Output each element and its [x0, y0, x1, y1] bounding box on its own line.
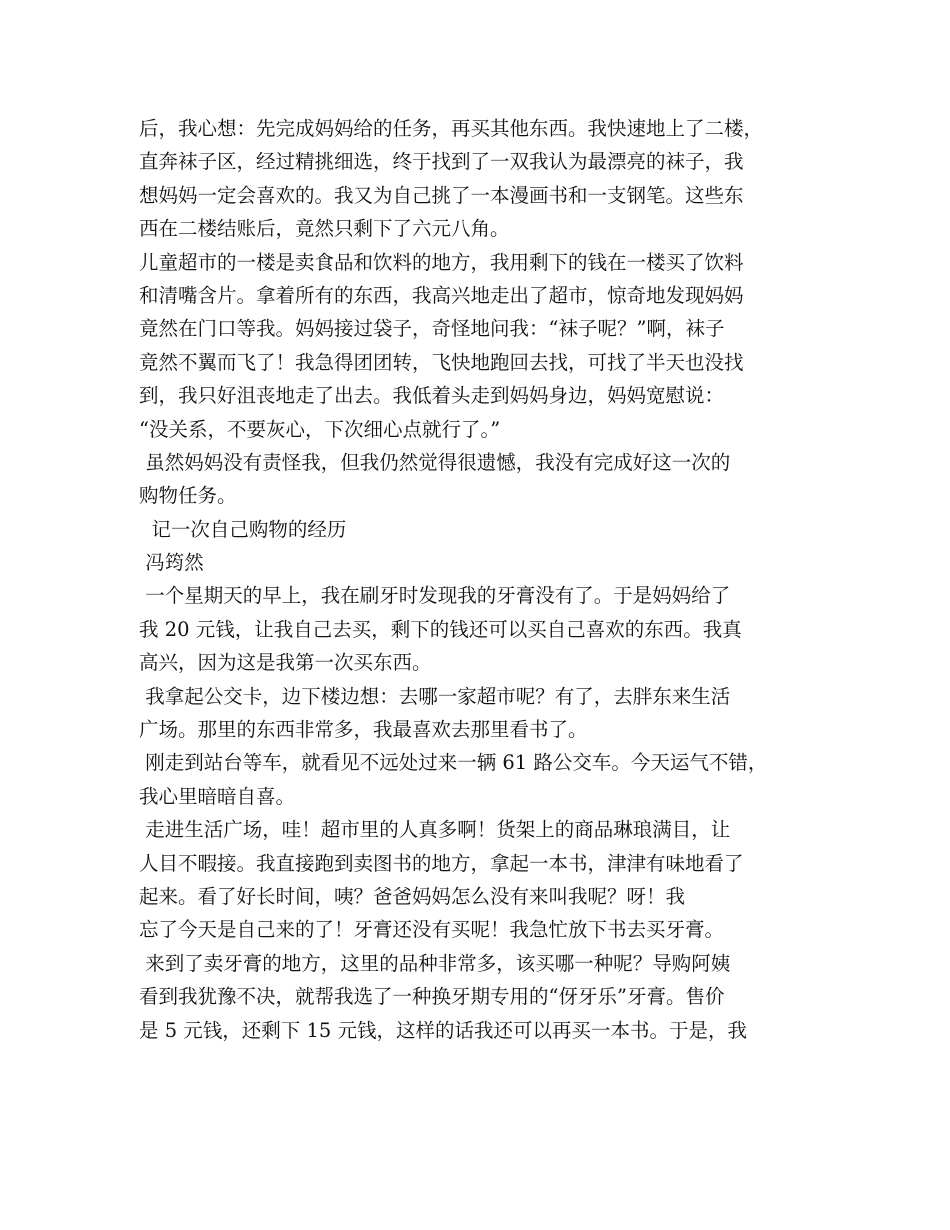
- text-line: 一个星期天的早上，我在刷牙时发现我的牙膏没有了。于是妈妈给了: [139, 584, 731, 608]
- text-line: 我心里暗暗自喜。: [139, 784, 296, 808]
- document-body: [139, 112, 829, 1047]
- text-line: 直奔袜子区，经过精挑细选，终于找到了一双我认为最漂亮的袜子，我: [139, 150, 744, 174]
- text-line: 人目不暇接。我直接跑到卖图书的地方，拿起一本书，津津有味地看了: [139, 851, 744, 875]
- text-line: 刚走到站台等车，就看见不远处过来一辆 61 路公交车。今天运气不错，: [139, 751, 768, 775]
- text-line: 竟然不翼而飞了！我急得团团转，飞快地跑回去找，可找了半天也没找: [139, 350, 744, 374]
- text-line: 我拿起公交卡，边下楼边想：去哪一家超市呢？有了，去胖东来生活: [139, 684, 731, 708]
- text-line: 高兴，因为这是我第一次买东西。: [139, 651, 432, 675]
- text-line: 广场。那里的东西非常多，我最喜欢去那里看书了。: [139, 718, 588, 742]
- text-line: “没关系，不要灰心，下次细心点就行了。”: [139, 417, 501, 441]
- text-line: 走进生活广场，哇！超市里的人真多啊！货架上的商品琳琅满目，让: [139, 818, 731, 842]
- text-line: 竟然在门口等我。妈妈接过袋子，奇怪地问我：“袜子呢？”啊，袜子: [139, 317, 725, 341]
- text-line: 到，我只好沮丧地走了出去。我低着头走到妈妈身边，妈妈宽慰说：: [139, 384, 725, 408]
- text-line: 西在二楼结账后，竟然只剩下了六元八角。: [139, 217, 510, 241]
- text-line: 是 5 元钱，还剩下 15 元钱，这样的话我还可以再买一本书。于是，我: [139, 1018, 748, 1042]
- text-line: 购物任务。: [139, 484, 237, 508]
- text-line: 后，我心想：先完成妈妈给的任务，再买其他东西。我快速地上了二楼，: [139, 117, 764, 140]
- text-line: 起来。看了好长时间，咦？爸爸妈妈怎么没有来叫我呢？呀！我: [139, 884, 686, 908]
- text-line: 儿童超市的一楼是卖食品和饮料的地方，我用剩下的钱在一楼买了饮料: [139, 250, 744, 274]
- text-line: 虽然妈妈没有责怪我，但我仍然觉得很遗憾，我没有完成好这一次的: [139, 450, 731, 474]
- text-line: 和清嘴含片。拿着所有的东西，我高兴地走出了超市，惊奇地发现妈妈: [139, 283, 744, 307]
- text-line: 来到了卖牙膏的地方，这里的品种非常多，该买哪一种呢？导购阿姨: [139, 951, 731, 975]
- section-title: 记一次自己购物的经历: [139, 517, 347, 541]
- text-line: 看到我犹豫不决，就帮我选了一种换牙期专用的“伢牙乐”牙膏。售价: [139, 985, 725, 1009]
- author-name: 冯筠然: [139, 551, 204, 575]
- text-line: 忘了今天是自己来的了！牙膏还没有买呢！我急忙放下书去买牙膏。: [139, 918, 725, 942]
- text-line: 我 20 元钱，让我自己去买，剩下的钱还可以买自己喜欢的东西。我真: [139, 617, 742, 641]
- text-line: 想妈妈一定会喜欢的。我又为自己挑了一本漫画书和一支钢笔。这些东: [139, 183, 744, 207]
